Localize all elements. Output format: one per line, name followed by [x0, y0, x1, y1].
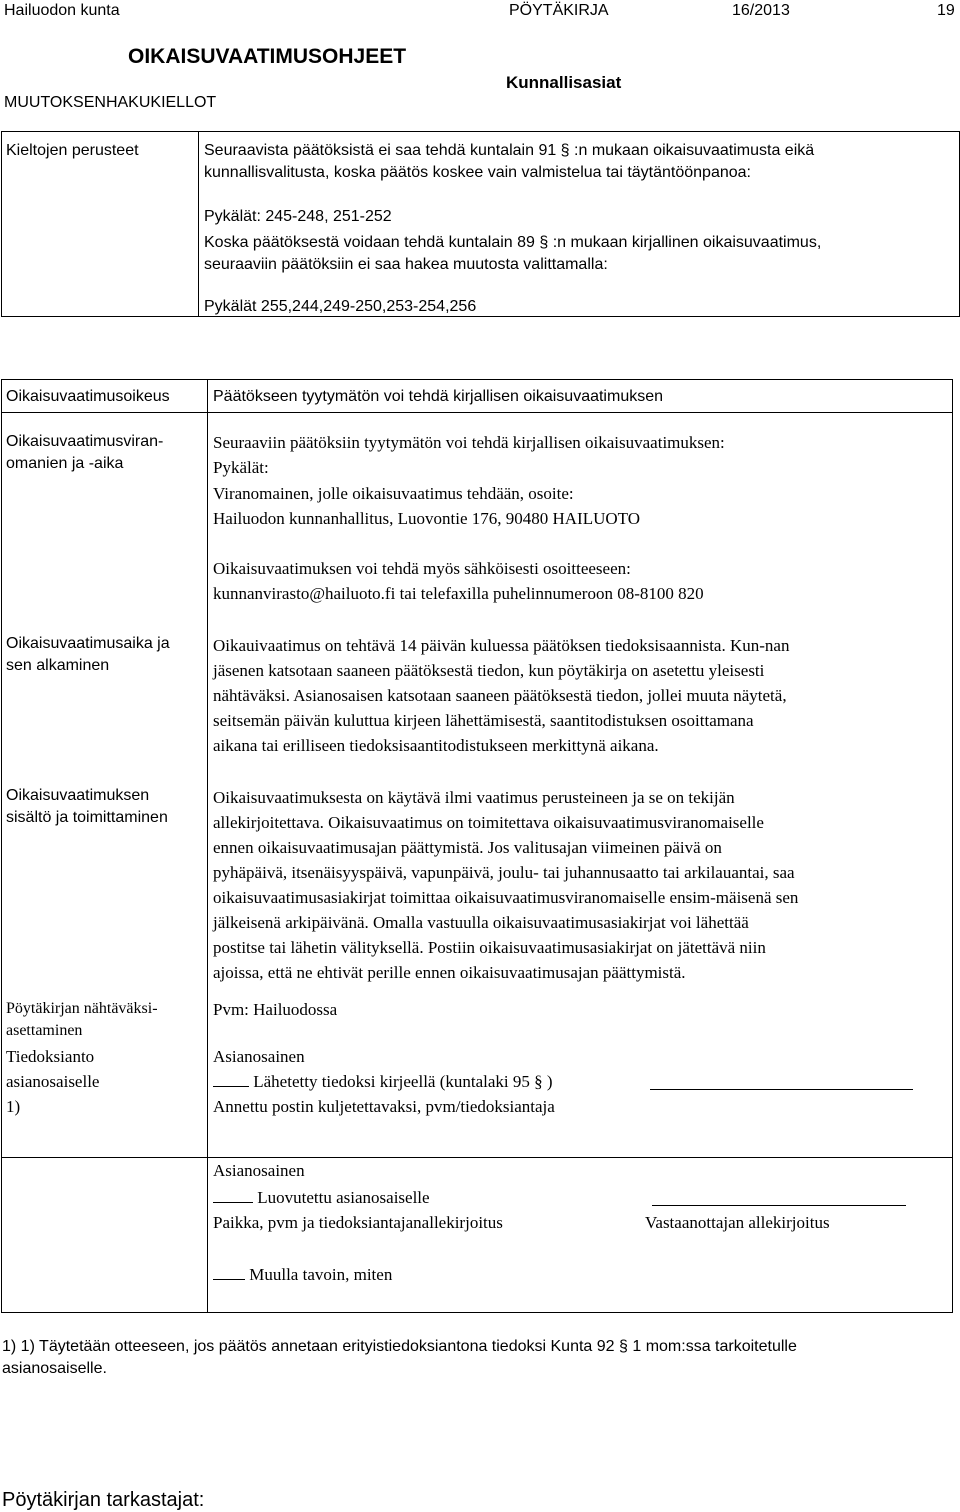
deadline-label-line: sen alkaminen [6, 657, 110, 674]
authority-label-line: omanien ja -aika [6, 455, 124, 472]
other-way-option[interactable] [213, 1262, 392, 1287]
table-row-divider [1, 1157, 953, 1158]
authority-sections: Pykälät: [213, 458, 269, 477]
page-number: 19 [937, 2, 955, 19]
authority-address: Hailuodon kunnanhallitus, Luovontie 176, 90480 HAILUOTO [213, 509, 641, 528]
restrictions-text-line: Seuraavista päätöksistä ei saa tehdä kuntalain 91 § :n mukaan oikaisuvaatimusta eikä [204, 142, 815, 159]
reviewers-label: Pöytäkirjan tarkastajat: [2, 1489, 205, 1511]
content-text-line: pyhäpäivä, itsenäisyyspäivä, vapunpäivä, joulu- tai juhannusaatto tai arkilauantai, saa [213, 863, 795, 882]
posted-by-mail: Annettu postin kuljetettavaksi, pvm/tiedoksiantaja [213, 1097, 555, 1116]
authority-text-line: Seuraaviin päätöksiin tyytymätön voi tehdä kirjallisen oikaisuvaatimuksen: [213, 433, 725, 452]
authority-contact: kunnanvirasto@hailuoto.fi tai telefaxilla puhelinnumeroon 08-8100 820 [213, 584, 704, 603]
right-to-appeal-label: Oikaisuvaatimusoikeus [6, 388, 170, 405]
deadline-text-line: nähtäväksi. Asianosaisen katsotaan saaneen päätöksestä tiedon, jollei muuta näytetä, [213, 686, 787, 705]
notification-label-line: Pöytäkirjan nähtäväksi- [6, 1000, 158, 1017]
restrictions-text-line: Koska päätöksestä voidaan tehdä kuntalain 89 § :n mukaan kirjallinen oikaisuvaatimus, [204, 234, 822, 251]
notification-label-line: Tiedoksianto [6, 1047, 95, 1066]
sent-by-letter-option[interactable] [213, 1069, 553, 1094]
notification-date: Pvm: Hailuodossa [213, 1000, 338, 1019]
content-text-line: postitse tai lähetin välityksellä. Postiin oikaisuvaatimusasiakirjat on jätettävä niin [213, 938, 766, 957]
handed-over-option[interactable] [213, 1185, 430, 1210]
page-subtitle: MUUTOKSENHAKUKIELLOT [4, 94, 217, 111]
signature-line [650, 1089, 913, 1090]
content-text-line: ennen oikaisuvaatimusajan päättymistä. Jos valitusajan viimeinen päivä on [213, 838, 722, 857]
content-label-line: sisältö ja toimittaminen [6, 809, 168, 826]
deadline-text-line: Oikauivaatimus on tehtävä 14 päivän kuluessa päätöksen tiedoksisaannista. Kun-nan [213, 636, 790, 655]
deadline-label-line: Oikaisuvaatimusaika ja [6, 635, 170, 652]
right-to-appeal-text: Päätökseen tyytymätön voi tehdä kirjallisen oikaisuvaatimuksen [213, 388, 664, 405]
checkbox-blank-line[interactable] [213, 1186, 253, 1203]
party-heading: Asianosainen [213, 1161, 305, 1180]
restrictions-text-line: seuraaviin päätöksiin ei saa hakea muutosta valittamalla: [204, 256, 608, 273]
sent-by-letter-label: Lähetetty tiedoksi kirjeellä (kuntalaki 95 § ) [253, 1072, 553, 1091]
checkbox-blank-line[interactable] [213, 1263, 245, 1280]
deadline-text-line: jäsenen katsotaan saaneen päätöksestä tiedon, kun pöytäkirja on asetettu yleisesti [213, 661, 765, 680]
restrictions-label: Kieltojen perusteet [6, 142, 139, 159]
table-row-divider [1, 412, 953, 413]
appealable-sections: Pykälät 255,244,249-250,253-254,256 [204, 298, 477, 315]
notification-label-line: asianosaiselle [6, 1072, 100, 1091]
footnote-line: 1) 1) Täytetään otteeseen, jos päätös annetaan erityistiedoksiantona tiedoksi Kunta 92 § 1 mom:ssa tarkoitetulle [2, 1338, 797, 1355]
table-divider [207, 379, 208, 1313]
document-number: 16/2013 [732, 2, 790, 19]
restricted-sections: Pykälät: 245-248, 251-252 [204, 208, 392, 225]
checkbox-blank-line[interactable] [213, 1070, 249, 1087]
page-title: OIKAISUVAATIMUSOHJEET [128, 45, 407, 68]
category-heading: Kunnallisasiat [506, 73, 622, 92]
receiver-signature-label: Vastaanottajan allekirjoitus [645, 1213, 830, 1232]
notification-label-line: asettaminen [6, 1022, 83, 1039]
restrictions-text-line: kunnallisvalitusta, koska päätös koskee vain valmistelua tai täytäntöönpanoa: [204, 164, 751, 181]
notification-label-footnote-ref: 1) [6, 1097, 21, 1116]
handed-over-label: Luovutettu asianosaiselle [257, 1188, 430, 1207]
content-label-line: Oikaisuvaatimuksen [6, 787, 150, 804]
table-divider [198, 131, 199, 317]
deadline-text-line: seitsemän päivän kuluttua kirjeen lähettämisestä, saantitodistuksen osoittamana [213, 711, 754, 730]
document-type: PÖYTÄKIRJA [509, 2, 609, 19]
other-way-label: Muulla tavoin, miten [249, 1265, 393, 1284]
footnote-line: asianosaiselle. [2, 1360, 107, 1377]
authority-label-line: Oikaisuvaatimusviran- [6, 433, 164, 450]
municipality-name: Hailuodon kunta [4, 2, 120, 19]
content-text-line: allekirjoitettava. Oikaisuvaatimus on toimitettava oikaisuvaatimusviranomaiselle [213, 813, 764, 832]
content-text-line: Oikaisuvaatimuksesta on käytävä ilmi vaatimus perusteineen ja se on tekijän [213, 788, 735, 807]
content-text-line: ajoissa, että ne ehtivät perille ennen oikaisuvaatimusajan päättymistä. [213, 963, 686, 982]
party-heading: Asianosainen [213, 1047, 305, 1066]
content-text-line: oikaisuvaatimusasiakirjat toimittaa oikaisuvaatimusviranomaiselle ensim-mäisenä sen [213, 888, 799, 907]
authority-text-line: Oikaisuvaatimuksen voi tehdä myös sähköisesti osoitteeseen: [213, 559, 631, 578]
deadline-text-line: aikana tai erilliseen tiedoksisaantitodistukseen merkittynä aikana. [213, 736, 659, 755]
content-text-line: jälkeisenä arkipäivänä. Omalla vastuulla oikaisuvaatimusasiakirjat voi lähettää [213, 913, 749, 932]
authority-text-line: Viranomainen, jolle oikaisuvaatimus tehdään, osoite: [213, 484, 574, 503]
place-date-signature-label: Paikka, pvm ja tiedoksiantajanallekirjoitus [213, 1213, 503, 1232]
signature-line [652, 1205, 906, 1206]
